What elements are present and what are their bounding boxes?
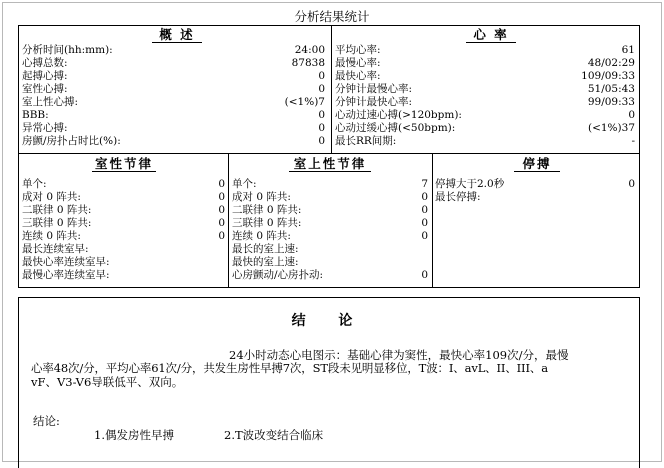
supraventricular-title: 室上性节律 xyxy=(289,157,371,172)
stat-row xyxy=(22,204,225,217)
stat-value: 0 xyxy=(218,230,225,242)
stat-value: 0 xyxy=(421,204,428,216)
summary-divider xyxy=(331,26,332,153)
heart-rate-title: 心 率 xyxy=(466,28,516,43)
stat-value: 0 xyxy=(218,217,225,229)
rhythm-divider-1 xyxy=(228,154,229,287)
conclusion-title: 结 论 xyxy=(291,313,367,329)
stat-row xyxy=(22,70,325,83)
stat-row xyxy=(22,83,325,96)
stat-value: 0 xyxy=(421,269,428,281)
stat-label: 分钟计最慢心率: xyxy=(335,83,413,95)
overview-title: 概 述 xyxy=(152,28,202,43)
stat-row xyxy=(22,178,225,191)
rhythm-box xyxy=(18,153,640,288)
stat-row xyxy=(232,204,428,217)
stat-label: 连续 0 阵共: xyxy=(22,230,81,242)
stat-row xyxy=(335,70,635,83)
stat-row xyxy=(435,191,635,204)
stat-value: 0 xyxy=(318,70,325,82)
stat-row xyxy=(335,135,635,148)
stat-label: 分钟计最快心率: xyxy=(335,96,413,108)
stat-label: 三联律 0 阵共: xyxy=(22,217,92,229)
stat-value: 48/02:29 xyxy=(587,57,635,69)
stat-row xyxy=(335,57,635,70)
conclusion-label: 结论: xyxy=(33,414,60,428)
stat-value: 61 xyxy=(621,44,635,56)
stat-label: 成对 0 阵共: xyxy=(232,191,291,203)
pause-title: 停搏 xyxy=(514,157,560,172)
stat-value: 0 xyxy=(218,191,225,203)
stat-value: 0 xyxy=(628,109,635,121)
stat-label: 最慢心率: xyxy=(335,57,381,69)
stat-row xyxy=(22,44,325,57)
stat-value: 0 xyxy=(421,191,428,203)
stat-label: BBB: xyxy=(22,109,49,121)
stat-value: 24:00 xyxy=(294,44,325,56)
stat-value: 51/05:43 xyxy=(587,83,635,95)
stat-label: 二联律 0 阵共: xyxy=(232,204,302,216)
stat-row xyxy=(335,83,635,96)
stat-value: 0 xyxy=(218,178,225,190)
stat-row xyxy=(22,135,325,148)
stat-row xyxy=(22,191,225,204)
stat-label: 异常心搏: xyxy=(22,122,68,134)
stat-row xyxy=(232,178,428,191)
stat-value: 99/09:33 xyxy=(587,96,635,108)
stat-value: 109/09:33 xyxy=(581,70,635,82)
stat-label: 成对 0 阵共: xyxy=(22,191,81,203)
stat-row xyxy=(232,230,428,243)
stat-label: 心房颤动/心房扑动: xyxy=(232,269,324,281)
stat-row xyxy=(232,243,428,256)
stat-value: 0 xyxy=(628,178,635,190)
stat-row xyxy=(232,269,428,282)
stat-value: (<1%)37 xyxy=(587,122,635,134)
stat-value: 87838 xyxy=(291,57,325,69)
stat-row xyxy=(335,109,635,122)
stat-label: 连续 0 阵共: xyxy=(232,230,291,242)
stat-label: 最快心率连续室早: xyxy=(22,256,110,268)
stat-label: 最长的室上速: xyxy=(232,243,299,255)
conclusion-line-3: vF、V3-V6导联低平、双向。 xyxy=(31,375,184,389)
stat-label: 停搏大于2.0秒 xyxy=(435,178,505,190)
stat-row xyxy=(335,96,635,109)
stat-label: 最慢心率连续室早: xyxy=(22,269,110,281)
stat-label: 三联律 0 阵共: xyxy=(232,217,302,229)
stat-value: 0 xyxy=(318,109,325,121)
stat-label: 室上性心搏: xyxy=(22,96,79,108)
stat-label: 最快的室上速: xyxy=(232,256,299,268)
stat-value: 0 xyxy=(421,217,428,229)
summary-box xyxy=(18,25,640,154)
conclusion-item-2: 2.T波改变结合临床 xyxy=(224,428,324,442)
stat-label: 房颤/房扑占时比(%): xyxy=(22,135,121,147)
stat-label: 平均心率: xyxy=(335,44,381,56)
rhythm-divider-2 xyxy=(432,154,433,287)
stat-value: 0 xyxy=(318,83,325,95)
stat-value: 0 xyxy=(218,204,225,216)
stat-value: (<1%)7 xyxy=(284,96,325,108)
stat-row xyxy=(22,122,325,135)
conclusion-box xyxy=(18,297,640,468)
stat-label: 单个: xyxy=(232,178,257,190)
conclusion-item-1: 1.偶发房性早搏 xyxy=(94,428,174,442)
stat-label: 起搏心搏: xyxy=(22,70,68,82)
stat-label: 心动过缓心搏(<50bpm): xyxy=(335,122,456,134)
stat-label: 分析时间(hh:mm): xyxy=(22,44,113,56)
report-title: 分析结果统计 xyxy=(294,9,370,24)
stat-row xyxy=(335,122,635,135)
stat-label: 最长停搏: xyxy=(435,191,481,203)
stat-row xyxy=(22,217,225,230)
stat-value: 0 xyxy=(318,135,325,147)
stat-label: 心动过速心搏(>120bpm): xyxy=(335,109,462,121)
stat-row xyxy=(335,44,635,57)
ventricular-title: 室性节律 xyxy=(92,157,156,172)
stat-label: 心搏总数: xyxy=(22,57,68,69)
stat-value: 0 xyxy=(318,122,325,134)
stat-label: 最快心率: xyxy=(335,70,381,82)
conclusion-line-1: 24小时动态心电图示：基础心律为窦性，最快心率109次/分，最慢 xyxy=(229,348,569,362)
stat-row xyxy=(22,57,325,70)
stat-row xyxy=(22,269,225,282)
stat-row xyxy=(232,191,428,204)
stat-label: 室性心搏: xyxy=(22,83,68,95)
stat-value: 0 xyxy=(421,230,428,242)
stat-row xyxy=(22,230,225,243)
stat-value: 7 xyxy=(421,178,428,190)
stat-value: - xyxy=(631,135,635,147)
stat-row xyxy=(22,96,325,109)
stat-row xyxy=(22,256,225,269)
stat-row xyxy=(232,256,428,269)
stat-label: 最长连续室早: xyxy=(22,243,89,255)
stat-label: 最长RR间期: xyxy=(335,135,397,147)
stat-label: 二联律 0 阵共: xyxy=(22,204,92,216)
stat-row xyxy=(22,109,325,122)
stat-row xyxy=(232,217,428,230)
stat-row xyxy=(435,178,635,191)
stat-label: 单个: xyxy=(22,178,47,190)
conclusion-line-2: 心率48次/分，平均心率61次/分，共发生房性早搏7次，ST段未见明显移位，T波：I、avL、II、III、a xyxy=(31,361,548,375)
stat-row xyxy=(22,243,225,256)
